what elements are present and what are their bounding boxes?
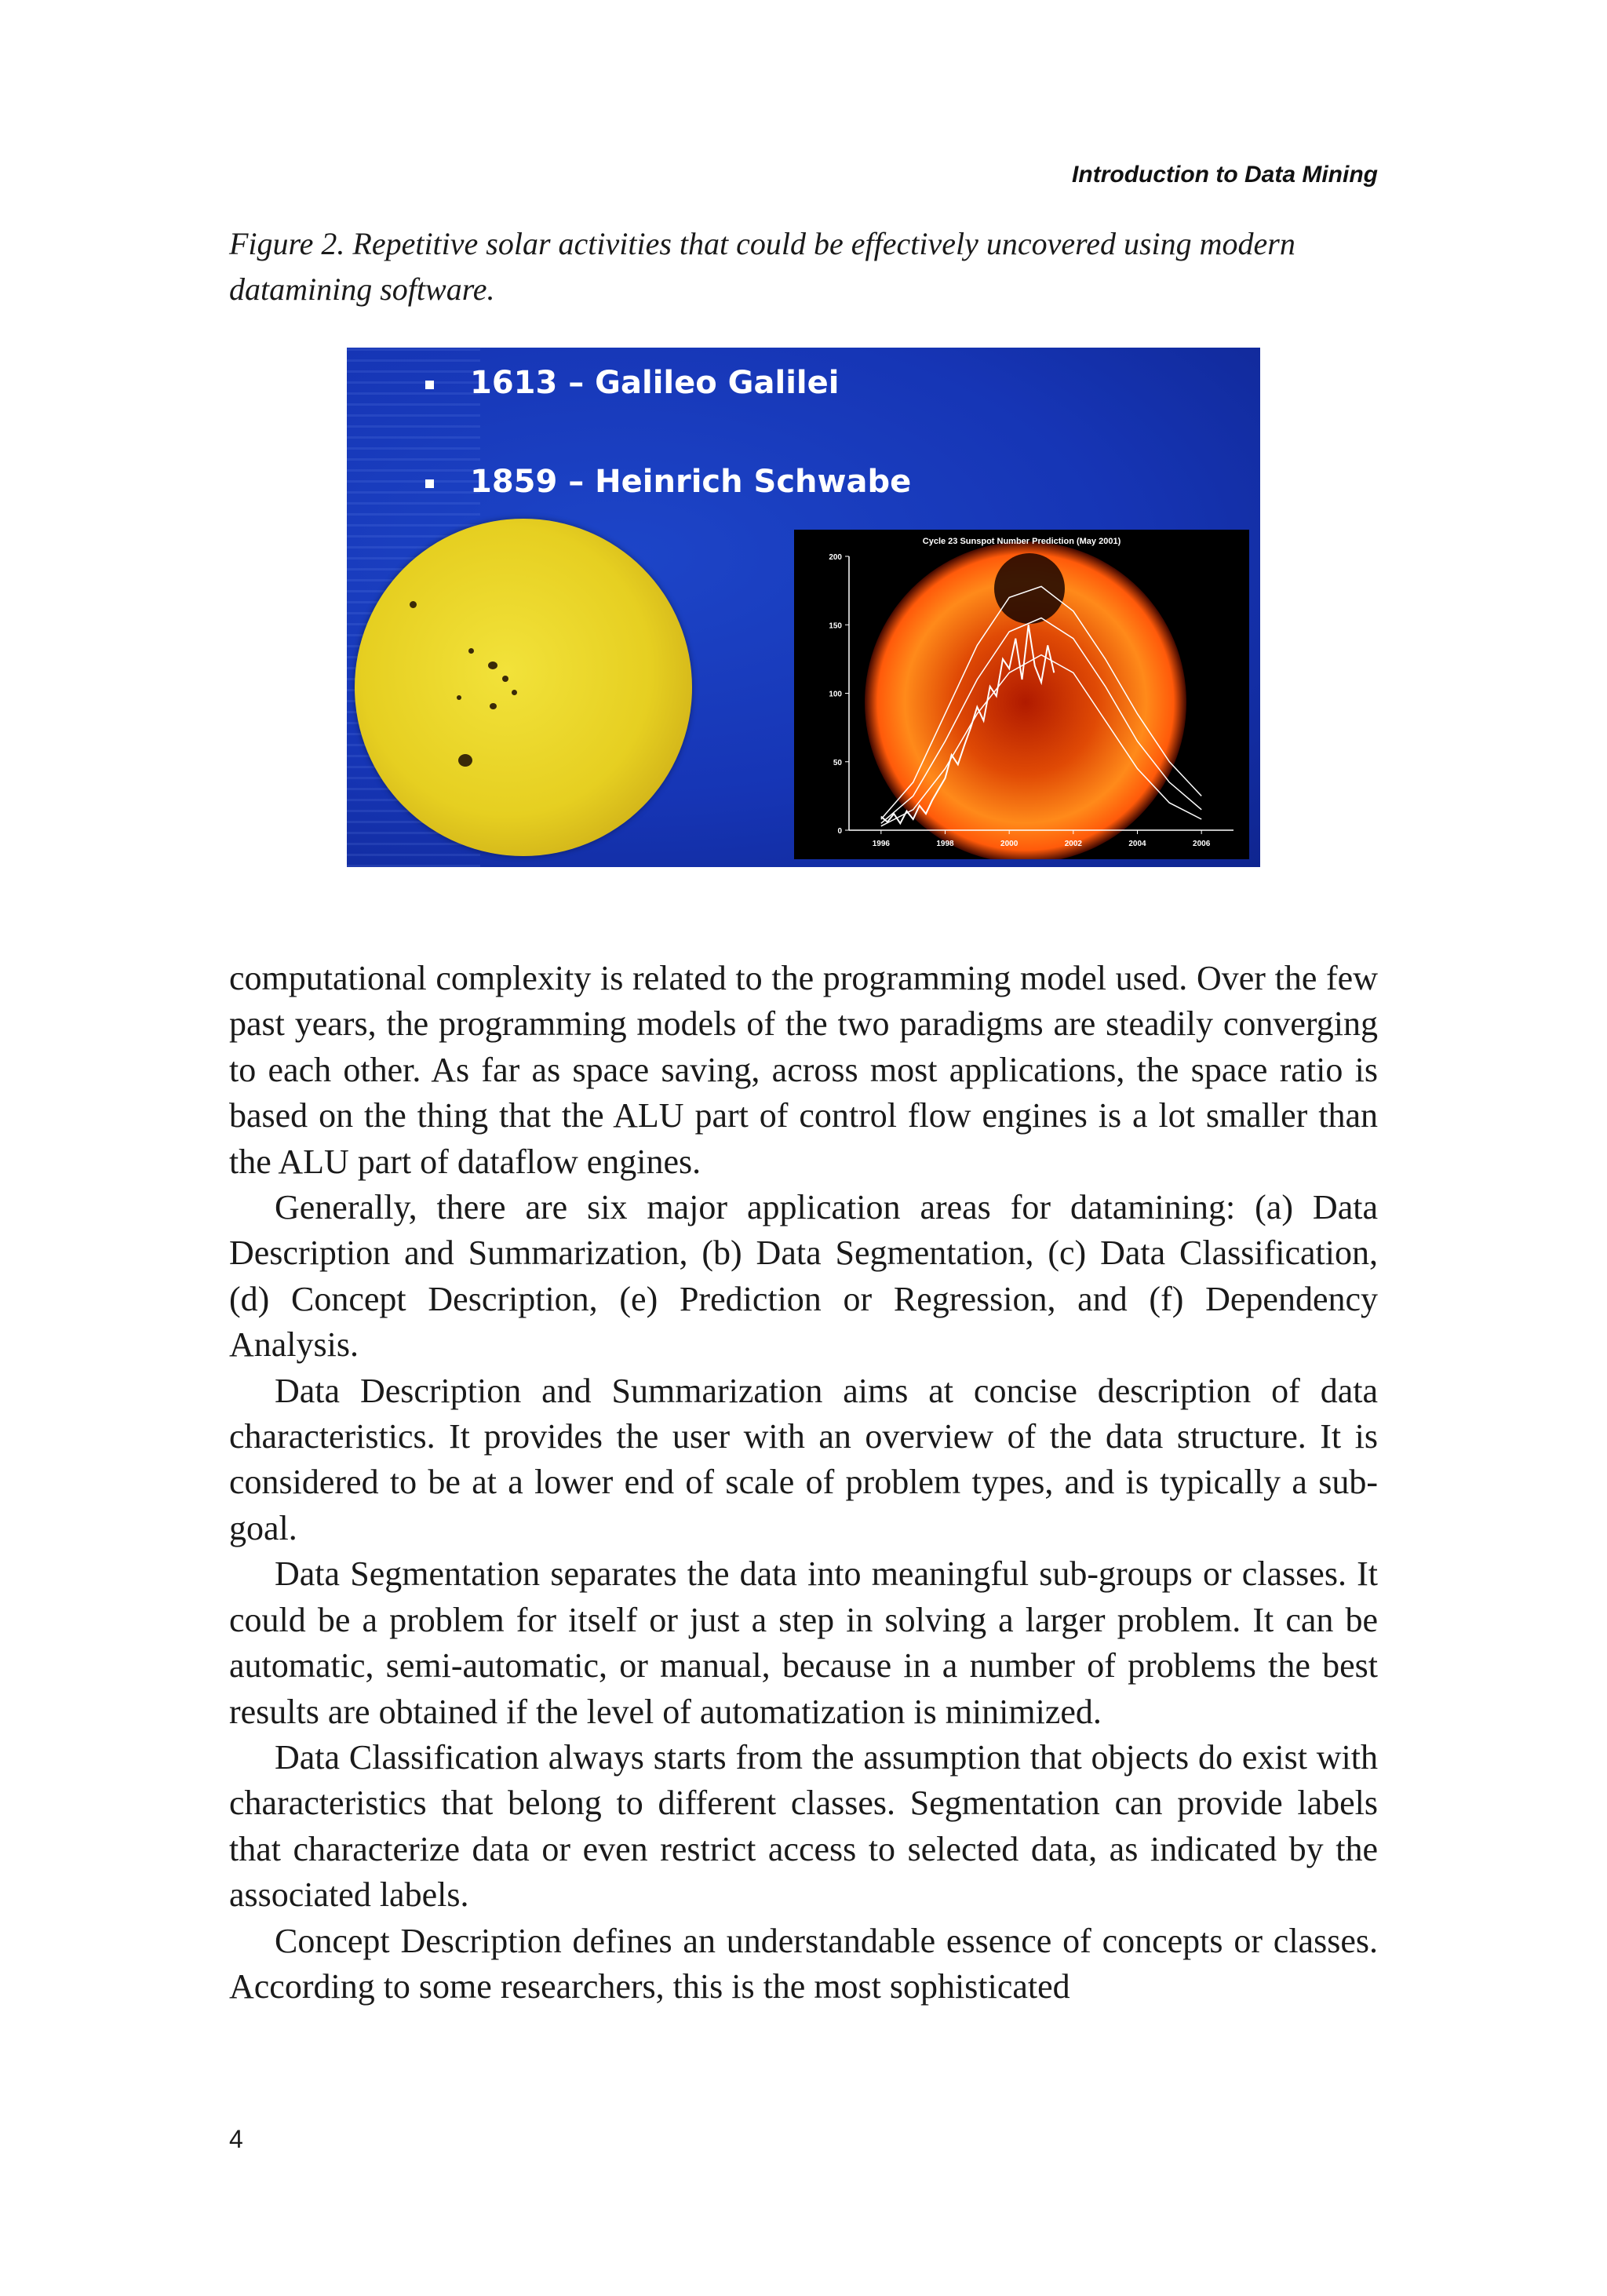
sunspot	[502, 676, 508, 682]
sunspot-chart	[794, 530, 1249, 859]
x-tick-label: 2006	[1193, 840, 1211, 848]
sunspot	[488, 661, 497, 669]
bullet-square-icon	[425, 479, 434, 488]
body-text	[229, 956, 1378, 2010]
figure-bullet-1-text: 1613 – Galileo Galilei	[470, 365, 840, 401]
sun-image	[355, 519, 692, 856]
sunspot	[457, 695, 461, 700]
x-tick-label: 1996	[872, 840, 890, 848]
sunspot	[468, 648, 474, 654]
y-tick-label: 150	[829, 621, 842, 631]
paragraph-4: Data Segmentation separates the data into meaningful sub-groups or classes. It could be a problem for itself or just a step in solving a larger problem. It can be automatic, semi-automatic, or manual, because in a number of problems the best results are obtained if the level of automatization is minimized.	[229, 1554, 1378, 1731]
paragraph-1: computational complexity is related to the programming model used. Over the few past years, the programming models of the two paradigms are steadily converging to each other. As far as space saving, across most applications, the space ratio is based on the thing that the ALU part of control flow engines is a lot smaller than the ALU part of dataflow engines.	[229, 959, 1378, 1181]
y-tick-label: 0	[837, 827, 842, 836]
chart-title: Cycle 23 Sunspot Number Prediction (May 2001)	[922, 537, 1121, 546]
page-number: 4	[229, 2125, 243, 2153]
paragraph-6: Concept Description defines an understandable essence of concepts or classes. According to some researchers, this is the most sophisticated	[229, 1921, 1378, 2006]
sunspot	[410, 601, 417, 608]
figure-caption: Figure 2. Repetitive solar activities that could be effectively uncovered using modern datamining software.	[229, 226, 1295, 307]
x-tick-label: 2000	[1000, 840, 1018, 848]
figure-bullet-1	[425, 365, 839, 401]
paragraph-2: Generally, there are six major application areas for datamining: (a) Data Description and Summarization, (b) Data Segmentation, (c) Data Classification, (d) Concept Description, (e) Prediction or Regression, and (f) Dependency Analysis.	[229, 1188, 1378, 1365]
x-tick-label: 1998	[936, 840, 954, 848]
sunspot	[490, 703, 497, 709]
bullet-square-icon	[425, 381, 434, 389]
y-ticks	[829, 553, 849, 836]
coronal-hole	[994, 553, 1065, 624]
sunspot-large	[458, 754, 472, 767]
y-tick-label: 200	[829, 553, 842, 562]
x-tick-label: 2002	[1064, 840, 1082, 848]
figure-bullet-2	[425, 464, 911, 500]
figure-image	[347, 348, 1260, 867]
paragraph-3: Data Description and Summarization aims at concise description of data characteristics. It provides the user with an overview of the data structure. It is considered to be at a lower end of scale of problem types, and is typically a sub-goal.	[229, 1371, 1378, 1547]
x-tick-label: 2004	[1128, 840, 1146, 848]
running-header: Introduction to Data Mining	[1072, 162, 1378, 188]
sunspot-chart-svg	[794, 530, 1249, 859]
y-tick-label: 100	[829, 690, 842, 699]
y-tick-label: 50	[833, 758, 842, 767]
figure-bullet-2-text: 1859 – Heinrich Schwabe	[470, 464, 912, 500]
sunspot	[512, 690, 517, 695]
paragraph-5: Data Classification always starts from the assumption that objects do exist with characteristics that belong to different classes. Segmentation can provide labels that characterize data or even restrict access to selected data, as indicated by the associated labels.	[229, 1737, 1378, 1915]
